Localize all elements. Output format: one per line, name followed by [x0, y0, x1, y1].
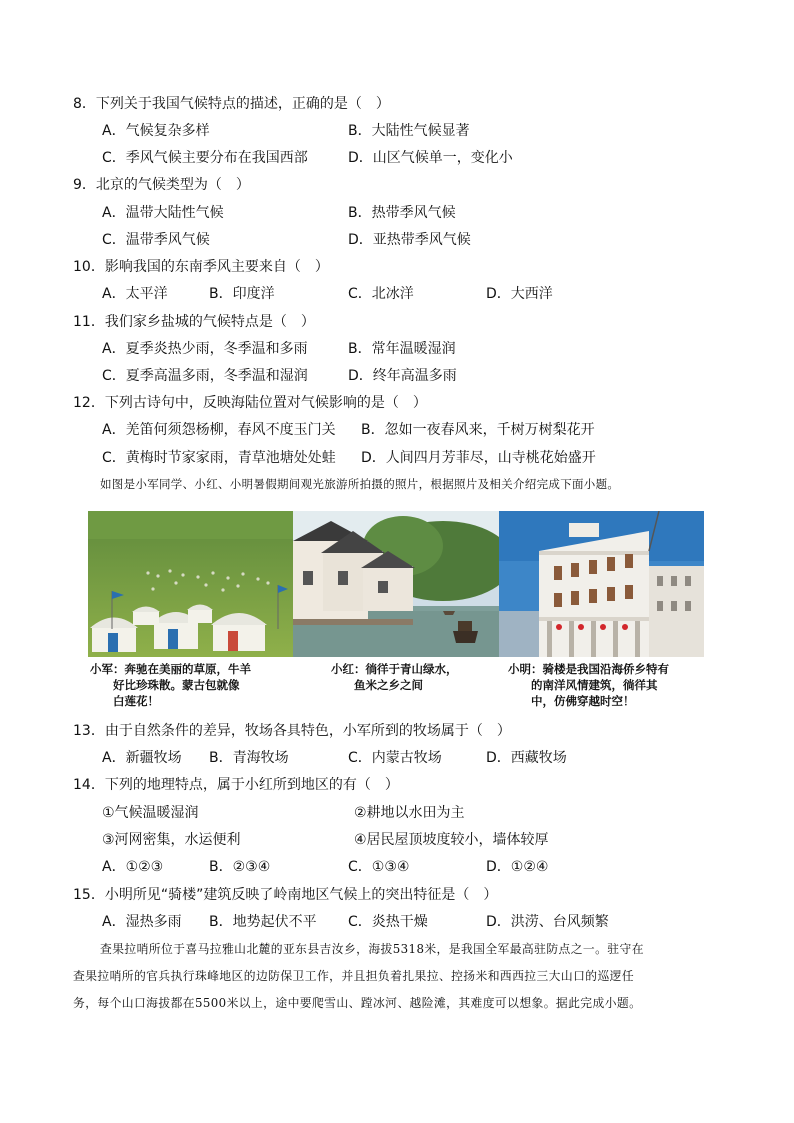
passage-line-3: 务，每个山口海拔都在5500米以上，途中要爬雪山、蹚冰河、越险滩，其难度可以想象。据此完成小题。	[73, 996, 642, 1010]
question-11-option-b: B．常年温暖湿润	[348, 341, 456, 357]
question-13-option-c: C．内蒙古牧场	[348, 750, 442, 766]
question-9-option-d: D．亚热带季风气候	[348, 232, 471, 248]
question-15-stem: 15．小明所见“骑楼”建筑反映了岭南地区气候上的突出特征是（ ）	[73, 887, 498, 903]
caption-xiaoming: 小明：骑楼是我国沿海侨乡特有 的南洋风情建筑，徜徉其 中，仿佛穿越时空！	[508, 662, 669, 708]
question-11-stem: 11．我们家乡盐城的气候特点是（ ）	[73, 314, 315, 330]
question-13-option-a: A．新疆牧场	[102, 750, 182, 766]
caption-xiaojun: 小军：奔驰在美丽的草原，牛羊 好比珍珠散。蒙古包就像 白莲花！	[90, 662, 251, 708]
question-14-option-a: A．①②③	[102, 859, 164, 875]
question-14-statement-4: ④居民屋顶坡度较小，墙体较厚	[354, 832, 549, 848]
passage-line-2: 查果拉哨所的官兵执行珠峰地区的边防保卫工作，并且担负着扎果拉、控扬米和西西拉三大山口的巡逻任	[73, 969, 635, 983]
passage-line-1: 查果拉哨所位于喜马拉雅山北麓的亚东县吉汝乡，海拔5318米，是我国全军最高驻防点之一。驻守在	[100, 942, 644, 956]
question-10-stem: 10．影响我国的东南季风主要来自（ ）	[73, 259, 329, 275]
question-15-option-d: D．洪涝、台风频繁	[486, 914, 609, 930]
question-13-stem: 13．由于自然条件的差异，牧场各具特色，小军所到的牧场属于（ ）	[73, 723, 511, 739]
question-9-option-a: A．温带大陆性气候	[102, 205, 224, 221]
water-town-photo	[293, 511, 499, 657]
question-12-stem: 12．下列古诗句中，反映海陆位置对气候影响的是（ ）	[73, 395, 427, 411]
question-15-option-a: A．湿热多雨	[102, 914, 182, 930]
question-12-option-b: B．忽如一夜春风来，千树万树梨花开	[361, 422, 595, 438]
qilou-building-photo	[499, 511, 704, 657]
question-14-statement-3: ③河网密集，水运便利	[102, 832, 241, 848]
question-12-option-a: A．羌笛何须怨杨柳，春风不度玉门关	[102, 422, 336, 438]
question-11-option-d: D．终年高温多雨	[348, 368, 457, 384]
question-9-option-c: C．温带季风气候	[102, 232, 210, 248]
question-11-option-a: A．夏季炎热少雨，冬季温和多雨	[102, 341, 308, 357]
question-10-option-b: B．印度洋	[209, 286, 275, 302]
question-14-option-d: D．①②④	[486, 859, 549, 875]
question-8-option-b: B．大陆性气候显著	[348, 123, 470, 139]
question-12-option-d: D．人间四月芳菲尽，山寺桃花始盛开	[361, 450, 596, 466]
question-15-option-b: B．地势起伏不平	[209, 914, 317, 930]
question-15-option-c: C．炎热干燥	[348, 914, 428, 930]
question-12-option-c: C．黄梅时节家家雨，青草池塘处处蛙	[102, 450, 336, 466]
grassland-photo	[88, 511, 293, 657]
question-14-statement-2: ②耕地以水田为主	[354, 805, 465, 821]
question-8-option-a: A．气候复杂多样	[102, 123, 210, 139]
question-13-option-d: D．西藏牧场	[486, 750, 567, 766]
question-9-stem: 9．北京的气候类型为（ ）	[73, 177, 250, 193]
question-8-option-d: D．山区气候单一，变化小	[348, 150, 513, 166]
question-11-option-c: C．夏季高温多雨，冬季温和湿润	[102, 368, 308, 384]
question-10-option-a: A．太平洋	[102, 286, 168, 302]
question-13-option-b: B．青海牧场	[209, 750, 289, 766]
question-9-option-b: B．热带季风气候	[348, 205, 456, 221]
question-14-stem: 14．下列的地理特点，属于小红所到地区的有（ ）	[73, 777, 399, 793]
question-10-option-d: D．大西洋	[486, 286, 553, 302]
caption-xiaohong: 小红：徜徉于青山绿水， 鱼米之乡之间	[331, 662, 458, 692]
question-8-stem: 8．下列关于我国气候特点的描述，正确的是（ ）	[73, 96, 390, 112]
photo-intro-text: 如图是小军同学、小红、小明暑假期间观光旅游所拍摄的照片，根据照片及相关介绍完成下面小题。	[100, 477, 620, 491]
travel-photos	[88, 511, 704, 711]
question-14-statement-1: ①气候温暖湿润	[102, 805, 199, 821]
question-10-option-c: C．北冰洋	[348, 286, 414, 302]
question-14-option-c: C．①③④	[348, 859, 410, 875]
question-14-option-b: B．②③④	[209, 859, 271, 875]
question-8-option-c: C．季风气候主要分布在我国西部	[102, 150, 308, 166]
